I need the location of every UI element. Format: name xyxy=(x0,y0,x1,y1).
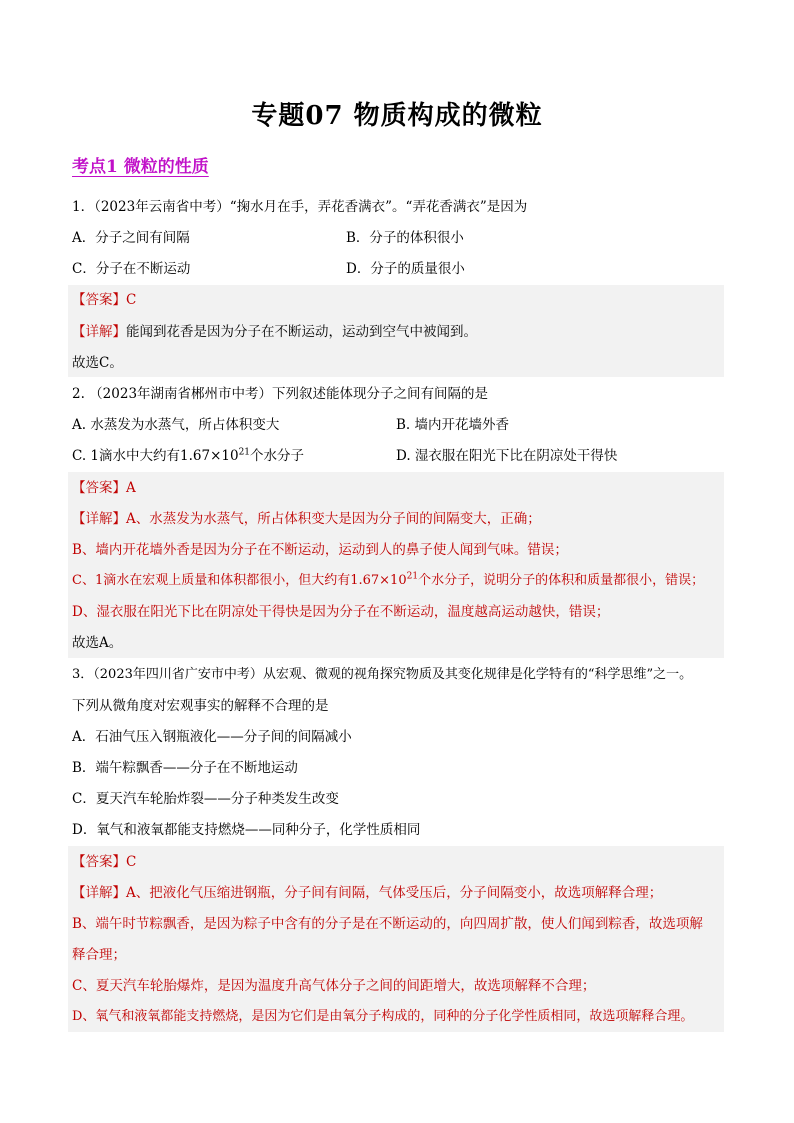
q1-conclusion: 故选C。 xyxy=(72,355,123,371)
q1-option-b: B．分子的体积很小 xyxy=(346,230,464,246)
q2-option-c xyxy=(72,446,304,466)
q2-stem: 2. （2023年湖南省郴州市中考）下列叙述能体现分子之间有间隔的是 xyxy=(72,386,489,402)
answer-value: C xyxy=(126,292,137,308)
q3-option-a: A．石油气压入钢瓶液化——分子间的间隔减小 xyxy=(72,729,352,745)
q3-detail-b-line2: 释合理； xyxy=(72,947,126,963)
q1-option-a: A．分子之间有间隔 xyxy=(72,230,190,246)
q2-detail-b: B、墙内开花墙外香是因为分子在不断运动，运动到人的鼻子使人闻到气味。错误； xyxy=(72,542,568,558)
q1-stem: 1．（2023年云南省中考）“掬水月在手，弄花香满衣”。“弄花香满衣”是因为 xyxy=(72,199,528,215)
q2-option-c-tail: 个水分子 xyxy=(250,448,305,464)
q1-option-d: D．分子的质量很小 xyxy=(346,261,465,277)
q3-stem-line2: 下列从微角度对宏观事实的解释不合理的是 xyxy=(72,698,329,714)
q3-option-c: C．夏天汽车轮胎炸裂——分子种类发生改变 xyxy=(72,791,339,807)
q3-stem-line1: 3．（2023年四川省广安市中考）从宏观、微观的视角探究物质及其变化规律是化学特有的“科学思维”之一。 xyxy=(72,667,693,682)
q3-detail-a xyxy=(72,883,662,903)
q3-detail-d: D、氧气和液氧都能支持燃烧，是因为它们是由氧分子构成的，同种的分子化学性质相同，故选项解释合理。 xyxy=(72,1009,694,1024)
detail-label: 【详解】 xyxy=(72,885,126,901)
q2-answer-box xyxy=(68,472,724,658)
section-heading: 考点1 微粒的性质 xyxy=(72,157,209,177)
q2-option-a: A. 水蒸发为水蒸气，所占体积变大 xyxy=(72,417,280,433)
q1-detail xyxy=(72,322,477,342)
answer-value: C xyxy=(126,854,137,870)
detail-label: 【详解】 xyxy=(72,511,126,527)
answer-value: A xyxy=(126,480,136,496)
q3-detail-b-line1: B、端午时节粽飘香，是因为粽子中含有的分子是在不断运动的，向四周扩散，使人们闻到粽香，故选项解 xyxy=(72,916,703,932)
answer-label: 【答案】 xyxy=(72,480,126,496)
detail-text: 能闻到花香是因为分子在不断运动，运动到空气中被闻到。 xyxy=(126,324,477,340)
q2-option-d: D. 湿衣服在阳光下比在阴凉处干得快 xyxy=(396,448,618,464)
q3-option-b: B．端午粽飘香——分子在不断地运动 xyxy=(72,760,298,776)
q2-detail-c-tail: 个水分子，说明分子的体积和质量都很小，错误； xyxy=(418,573,705,588)
q2-option-c-exponent: 21 xyxy=(238,447,251,458)
q2-option-c-text: C. 1滴水中大约有1.67×10 xyxy=(72,448,239,464)
q2-detail-a xyxy=(72,509,541,529)
q1-answer xyxy=(72,290,136,310)
detail-text: A、把液化气压缩进钢瓶，分子间有间隔，气体受压后，分子间隔变小，故选项解释合理； xyxy=(126,885,663,901)
q2-detail-c xyxy=(72,571,704,591)
answer-label: 【答案】 xyxy=(72,292,126,308)
q3-answer-box xyxy=(68,846,724,1032)
q1-option-c: C．分子在不断运动 xyxy=(72,261,191,277)
q2-detail-c-exponent: 21 xyxy=(406,571,419,582)
detail-text: A、水蒸发为水蒸气，所占体积变大是因为分子间的间隔变大，正确； xyxy=(126,511,541,527)
q2-detail-d: D、湿衣服在阳光下比在阴凉处干得快是因为分子在不断运动，温度越高运动越快，错误； xyxy=(72,604,610,620)
detail-label: 【详解】 xyxy=(72,324,126,340)
q2-option-b: B. 墙内开花墙外香 xyxy=(396,417,510,433)
page-title: 专题07 物质构成的微粒 xyxy=(251,101,543,131)
q3-detail-c: C、夏天汽车轮胎爆炸，是因为温度升高气体分子之间的间距增大，故选项解释不合理； xyxy=(72,978,596,994)
q2-answer xyxy=(72,478,136,498)
q2-detail-c-text: C、1滴水在宏观上质量和体积都很小，但大约有1.67×10 xyxy=(72,573,407,588)
answer-label: 【答案】 xyxy=(72,854,126,870)
q3-option-d: D．氧气和液氧都能支持燃烧——同种分子，化学性质相同 xyxy=(72,822,421,838)
q2-conclusion: 故选A。 xyxy=(72,635,123,651)
q3-answer xyxy=(72,852,136,872)
